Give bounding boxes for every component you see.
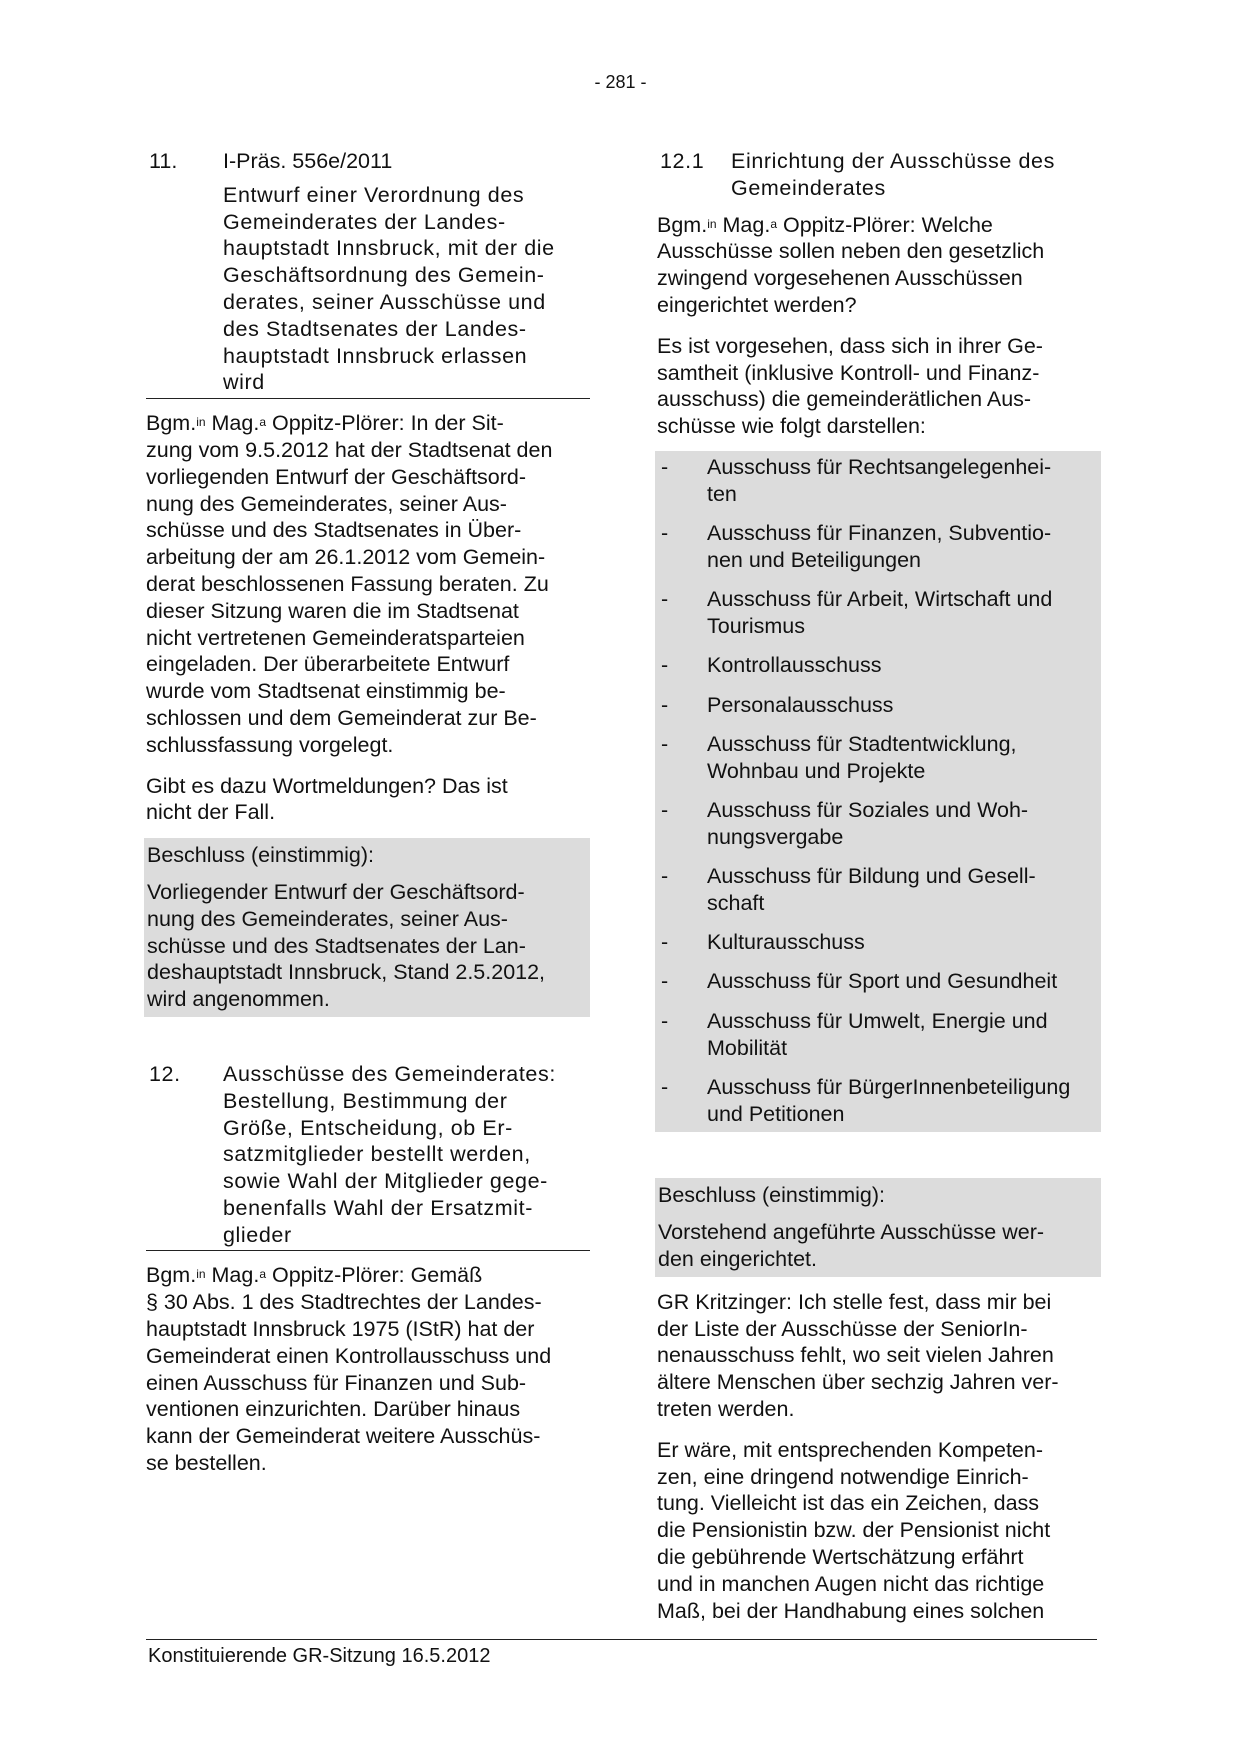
speaker-label: Bgm.$^{in}$ Mag.$^a$ Oppitz-Plörer: Welche <box>657 212 993 237</box>
committee-name-line: Ausschuss für Bildung und Gesell- <box>707 864 1036 889</box>
committee-name-line: Ausschuss für Finanzen, Subventio- <box>707 521 1052 546</box>
text-line: Gibt es dazu Wortmeldungen? Das ist <box>146 773 508 798</box>
bullet-dash: - <box>661 653 669 678</box>
committee-list <box>655 451 1101 1132</box>
text-line: § 30 Abs. 1 des Stadtrechtes der Landes- <box>146 1290 542 1315</box>
decision-label: Beschluss (einstimmig): <box>147 843 374 868</box>
title-line: hauptstadt Innsbruck, mit der die <box>223 236 555 261</box>
item-number: 12.1 <box>660 149 705 173</box>
text-line: hauptstadt Innsbruck 1975 (IStR) hat der <box>146 1317 535 1342</box>
bullet-dash: - <box>661 521 669 546</box>
bullet-dash: - <box>661 692 669 717</box>
text-line: Vorliegender Entwurf der Geschäftsord- <box>147 879 525 904</box>
title-line: satzmitglieder bestellt werden, <box>223 1142 531 1167</box>
bullet-dash: - <box>661 969 669 994</box>
text-line: ventionen einzurichten. Darüber hinaus <box>146 1397 521 1422</box>
bullet-dash: - <box>661 1074 669 1099</box>
text-line: dieser Sitzung waren die im Stadtsenat <box>146 598 519 623</box>
text-line: schüsse und des Stadtsenates in Über- <box>146 518 522 543</box>
title-line: sowie Wahl der Mitglieder gege- <box>223 1169 548 1194</box>
text-line: samtheit (inklusive Kontroll- und Finanz- <box>657 360 1040 385</box>
intro-paragraph <box>657 333 1101 440</box>
title-line: wird <box>223 370 265 395</box>
speaker-paragraph <box>146 1262 590 1476</box>
committee-name-line: nungsvergabe <box>707 824 844 849</box>
text-line: eingeladen. Der überarbeitete Entwurf <box>146 652 510 677</box>
text-line: ältere Menschen über sechzig Jahren ver- <box>657 1370 1059 1395</box>
footer-text: Konstituierende GR-Sitzung 16.5.2012 <box>148 1645 491 1667</box>
committee-name-line: Personalausschuss <box>707 692 894 717</box>
title-line: Bestellung, Bestimmung der <box>223 1088 508 1113</box>
committee-name-line: Kontrollausschuss <box>707 653 882 678</box>
text-line: Ausschüsse sollen neben den gesetzlich <box>657 239 1045 264</box>
committee-name-line: nen und Beteiligungen <box>707 547 921 572</box>
bullet-dash: - <box>661 731 669 756</box>
item-12-heading <box>146 1061 590 1252</box>
committee-list-item <box>658 520 1098 574</box>
item-11-title <box>223 182 590 396</box>
speaker-label: Bgm.$^{in}$ Mag.$^a$ Oppitz-Plörer: Gemäß <box>146 1263 483 1288</box>
item-number: 11. <box>149 149 178 173</box>
committee-list-item <box>658 968 1098 995</box>
committee-name-line: Kulturausschuss <box>707 930 865 955</box>
speaker-paragraph <box>657 212 1101 319</box>
text-line: den eingerichtet. <box>658 1247 817 1271</box>
text-line: schlussfassung vorgelegt. <box>146 732 394 757</box>
text-line: und in manchen Augen nicht das richtige <box>657 1571 1045 1596</box>
title-line: hauptstadt Innsbruck erlassen <box>223 343 528 368</box>
title-line: Geschäftsordnung des Gemein- <box>223 263 545 288</box>
committee-list-item <box>658 863 1098 917</box>
text-line: deshauptstadt Innsbruck, Stand 2.5.2012, <box>147 960 546 985</box>
text-line: kann der Gemeinderat weitere Ausschüs- <box>146 1424 541 1449</box>
committee-name-line: Ausschuss für Rechtsangelegenhei- <box>707 454 1052 479</box>
text-line: zwingend vorgesehenen Ausschüssen <box>657 266 1023 291</box>
text-line: nenausschuss fehlt, wo seit vielen Jahren <box>657 1343 1054 1368</box>
question-paragraph <box>146 773 590 827</box>
item-12-1-heading <box>657 148 1101 202</box>
right-column <box>657 148 1101 1624</box>
text-line: die Pensionistin bzw. der Pensionist nicht <box>657 1518 1051 1543</box>
committee-name-line: Tourismus <box>707 613 805 638</box>
text-line: wird angenommen. <box>147 987 330 1012</box>
committee-name-line: ten <box>707 481 737 506</box>
committee-list-item <box>658 929 1098 956</box>
committee-name-line: Mobilität <box>707 1035 788 1060</box>
bullet-dash: - <box>661 1008 669 1033</box>
decision-label: Beschluss (einstimmig): <box>658 1183 885 1208</box>
committee-name-line: Wohnbau und Projekte <box>707 758 926 783</box>
committee-name-line: schaft <box>707 890 765 915</box>
text-line: Gemeinderat einen Kontrollausschuss und <box>146 1343 552 1368</box>
item-12-1-title <box>731 148 1101 202</box>
title-line: Ausschüsse des Gemeinderates: <box>223 1061 556 1086</box>
bullet-dash: - <box>661 864 669 889</box>
title-line: Entwurf einer Verordnung des <box>223 182 525 207</box>
title-line: Einrichtung der Ausschüsse des <box>731 149 1055 173</box>
text-line: nung des Gemeinderates, seiner Aus- <box>146 491 507 516</box>
text-line: vorliegenden Entwurf der Geschäftsord- <box>146 464 527 489</box>
title-line: Größe, Entscheidung, ob Er- <box>223 1115 513 1140</box>
committee-list-item <box>658 692 1098 719</box>
title-line: des Stadtsenates der Landes- <box>223 316 527 341</box>
item-11-heading <box>146 148 590 399</box>
bullet-dash: - <box>661 587 669 612</box>
text-line: se bestellen. <box>146 1451 267 1476</box>
item-reference: I-Präs. 556e/2011 <box>223 149 393 173</box>
committee-name-line: Ausschuss für BürgerInnenbeteiligung <box>707 1074 1071 1099</box>
text-line: zen, eine dringend notwendige Einrich- <box>657 1464 1029 1489</box>
text-line: GR Kritzinger: Ich stelle fest, dass mir bei <box>657 1289 1052 1314</box>
title-line: derates, seiner Ausschüsse und <box>223 289 546 314</box>
text-line: derat beschlossenen Fassung beraten. Zu <box>146 571 549 596</box>
committee-name-line: Ausschuss für Arbeit, Wirtschaft und <box>707 587 1053 612</box>
closing-paragraph <box>657 1437 1101 1625</box>
text-line: schlossen und dem Gemeinderat zur Be- <box>146 705 537 730</box>
page-number: - 281 - <box>594 72 647 92</box>
text-line: Es ist vorgesehen, dass sich in ihrer Ge- <box>657 333 1043 358</box>
speaker-label: Bgm.$^{in}$ Mag.$^a$ Oppitz-Plörer: In der Sit- <box>146 411 504 436</box>
text-line: treten werden. <box>657 1396 795 1421</box>
text-line: Maß, bei der Handhabung eines solchen <box>657 1598 1045 1623</box>
speaker-paragraph <box>146 410 590 758</box>
committee-name-line: Ausschuss für Sport und Gesundheit <box>707 969 1058 994</box>
committee-list-item <box>658 797 1098 851</box>
committee-list-item <box>658 1008 1098 1062</box>
para-lines <box>146 437 590 759</box>
bullet-dash: - <box>661 797 669 822</box>
text-line: ausschuss) die gemeinderätlichen Aus- <box>657 387 1032 412</box>
text-line: der Liste der Ausschüsse der SeniorIn- <box>657 1316 1028 1341</box>
decision-box <box>144 838 590 1017</box>
text-line: schüsse wie folgt darstellen: <box>657 414 926 439</box>
committee-list-item <box>658 454 1098 508</box>
bullet-dash: - <box>661 454 669 479</box>
committee-name-line: Ausschuss für Umwelt, Energie und <box>707 1008 1048 1033</box>
decision-text <box>147 879 587 1013</box>
title-line: Gemeinderates der Landes- <box>223 209 506 234</box>
text-line: wurde vom Stadtsenat einstimmig be- <box>146 679 506 704</box>
text-line: eingerichtet werden? <box>657 292 857 317</box>
text-line: schüsse und des Stadtsenates der Lan- <box>147 933 526 958</box>
committee-list-item <box>658 586 1098 640</box>
committee-list-item <box>658 731 1098 785</box>
text-line: nicht der Fall. <box>146 800 276 825</box>
item-12-title <box>223 1061 590 1249</box>
text-line: Er wäre, mit entsprechenden Kompeten- <box>657 1437 1044 1462</box>
committee-list-item <box>658 1074 1098 1128</box>
text-line: arbeitung der am 26.1.2012 vom Gemein- <box>146 545 546 570</box>
bullet-dash: - <box>661 930 669 955</box>
committee-name-line: und Petitionen <box>707 1101 845 1126</box>
text-line: Vorstehend angeführte Ausschüsse wer- <box>658 1220 1045 1245</box>
title-line: benenfalls Wahl der Ersatzmit- <box>223 1195 533 1220</box>
title-line: glieder <box>223 1222 292 1247</box>
text-line: tung. Vielleicht ist das ein Zeichen, dass <box>657 1491 1040 1516</box>
title-line: Gemeinderates <box>731 175 886 200</box>
committee-name-line: Ausschuss für Stadtentwicklung, <box>707 731 1017 756</box>
text-line: zung vom 9.5.2012 hat der Stadtsenat den <box>146 437 553 462</box>
text-line: einen Ausschuss für Finanzen und Sub- <box>146 1370 527 1395</box>
text-line: nicht vertretenen Gemeinderatsparteien <box>146 625 525 650</box>
decision-box <box>655 1178 1101 1276</box>
text-line: die gebührende Wertschätzung erfährt <box>657 1544 1024 1569</box>
footer-rule <box>146 1639 1097 1640</box>
kritzinger-paragraph <box>657 1289 1101 1423</box>
committee-list-item <box>658 652 1098 679</box>
decision-text <box>658 1219 1098 1273</box>
committee-name-line: Ausschuss für Soziales und Woh- <box>707 797 1029 822</box>
text-line: nung des Gemeinderates, seiner Aus- <box>147 906 508 931</box>
left-column <box>146 148 590 1477</box>
item-number: 12. <box>149 1061 181 1086</box>
